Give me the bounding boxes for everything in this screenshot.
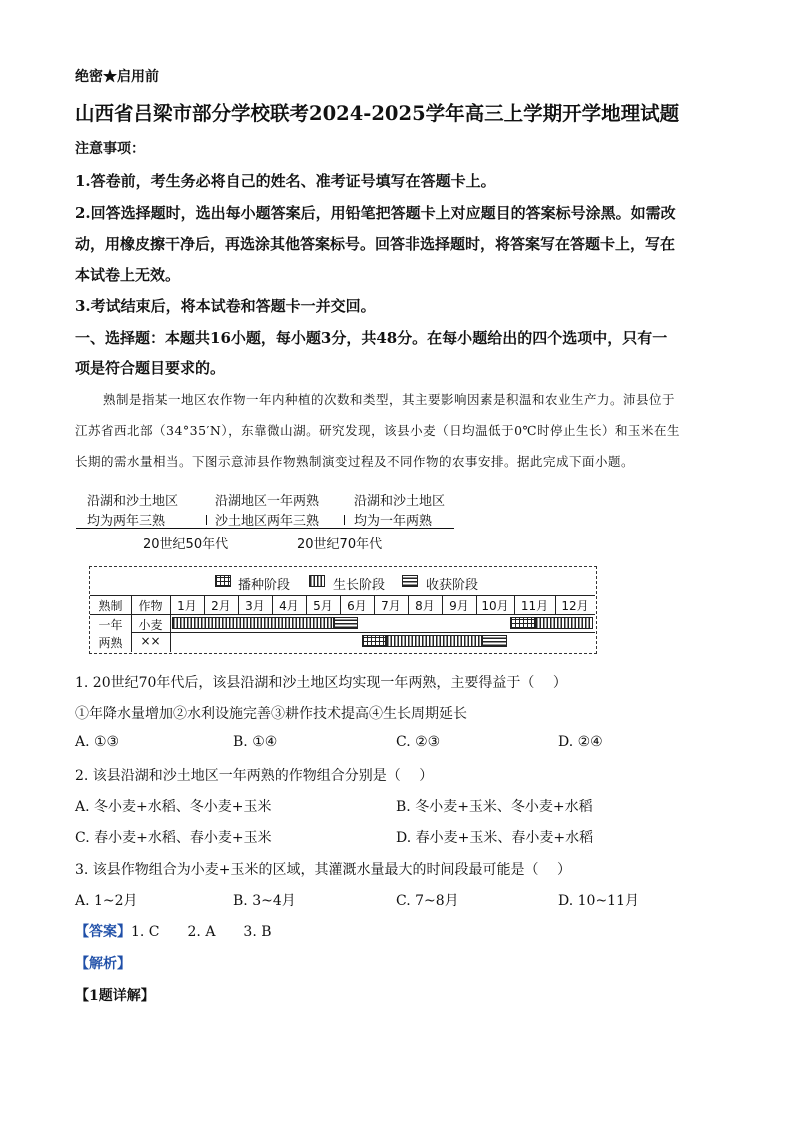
timeline-tick-1970s bbox=[344, 515, 345, 525]
crop2-growing-bar bbox=[386, 635, 482, 647]
month-label: 2月 bbox=[211, 599, 231, 613]
q3-option-b: B. 3~4月 bbox=[233, 893, 296, 909]
month-label: 8月 bbox=[415, 599, 435, 613]
note-1: 1.答卷前，考生务必将自己的姓名、准考证号填写在答题卡上。 bbox=[75, 172, 496, 190]
passage-line-1: 熟制是指某一地区农作物一年内种植的次数和类型，其主要影响因素是积温和农业生产力。沛县位于 bbox=[103, 392, 676, 407]
legend-growing-swatch bbox=[309, 575, 325, 587]
q2-option-c: C. 春小麦+水稻、春小麦+玉米 bbox=[75, 830, 272, 846]
q1-option-b: B. ①④ bbox=[233, 734, 278, 750]
legend-growing: 生长阶段 bbox=[333, 578, 386, 593]
month-label: 1月 bbox=[177, 599, 197, 613]
grid-line bbox=[90, 614, 595, 615]
stage-3-line-1: 沿湖和沙土地区 bbox=[354, 494, 446, 509]
crop-unknown: ×× bbox=[140, 634, 161, 648]
note-2-line-3: 本试卷上无效。 bbox=[75, 266, 181, 284]
q2-option-a: A. 冬小麦+水稻、冬小麦+玉米 bbox=[75, 799, 272, 815]
timeline-axis bbox=[76, 528, 454, 529]
page-title: 山西省吕梁市部分学校联考2024-2025学年高三上学期开学地理试题 bbox=[75, 102, 680, 125]
legend-harvest-swatch bbox=[402, 575, 418, 587]
q1-stem: 1. 20世纪70年代后，该县沿湖和沙土地区均实现一年两熟，主要得益于（ ） bbox=[75, 675, 567, 691]
month-label: 4月 bbox=[279, 599, 299, 613]
q2-option-d: D. 春小麦+玉米、春小麦+水稻 bbox=[396, 830, 594, 846]
note-3: 3.考试结束后，将本试卷和答题卡一并交回。 bbox=[75, 297, 376, 315]
q2-option-b: B. 冬小麦+玉米、冬小麦+水稻 bbox=[396, 799, 593, 815]
q1-items: ①年降水量增加②水利设施完善③耕作技术提高④生长周期延长 bbox=[75, 706, 467, 722]
passage-line-2: 江苏省西北部（34°35′N），东靠微山湖。研究发现，该县小麦（日均温低于0℃时停止生长）和玉米在生 bbox=[75, 423, 681, 438]
q1-option-a: A. ①③ bbox=[75, 734, 120, 750]
analysis-tag: 【解析】 bbox=[75, 956, 131, 972]
q1-option-c: C. ②③ bbox=[396, 734, 441, 750]
note-2-line-2: 动，用橡皮擦干净后，再选涂其他答案标号。回答非选择题时，将答案写在答题卡上，写在 bbox=[75, 235, 676, 253]
grid-line bbox=[131, 632, 595, 633]
notes-heading: 注意事项： bbox=[75, 141, 145, 157]
era-1970s: 20世纪70年代 bbox=[297, 537, 383, 552]
month-label: 12月 bbox=[561, 599, 589, 613]
month-label: 5月 bbox=[313, 599, 333, 613]
section-line-2: 项是符合题目要求的。 bbox=[75, 359, 226, 377]
stage-1-line-2: 均为两年三熟 bbox=[87, 514, 166, 529]
system-one-year: 一年 bbox=[98, 618, 123, 632]
q3-stem: 3. 该县作物组合为小麦+玉米的区域，其灌溉水量最大的时间段最可能是（ ） bbox=[75, 862, 571, 878]
q1-detail-heading: 【1题详解】 bbox=[75, 988, 155, 1004]
month-label: 3月 bbox=[245, 599, 265, 613]
header-crop: 作物 bbox=[138, 599, 163, 613]
month-label: 11月 bbox=[520, 599, 549, 613]
wheat-harvest-bar bbox=[334, 617, 358, 629]
stage-2-line-2: 沙土地区两年三熟 bbox=[215, 514, 320, 529]
q3-option-c: C. 7~8月 bbox=[396, 893, 459, 909]
timeline-tick-1950s bbox=[206, 515, 207, 525]
header-system: 熟制 bbox=[98, 599, 123, 613]
wheat-growing-bar-late bbox=[535, 617, 593, 629]
answer-tag: 【答案】 bbox=[75, 924, 131, 940]
q3-option-a: A. 1~2月 bbox=[75, 893, 138, 909]
wheat-growing-bar bbox=[172, 617, 334, 629]
answer-text: 1. C 2. A 3. B bbox=[131, 924, 272, 940]
note-2-line-1: 2.回答选择题时，选出每小题答案后，用铅笔把答题卡上对应题目的答案标号涂黑。如需改 bbox=[75, 204, 676, 222]
grid-line bbox=[90, 595, 595, 596]
stage-3-line-2: 均为一年两熟 bbox=[354, 514, 433, 529]
month-label: 9月 bbox=[449, 599, 469, 613]
q3-option-d: D. 10~11月 bbox=[558, 893, 639, 909]
month-label: 7月 bbox=[381, 599, 401, 613]
legend-sowing-swatch bbox=[215, 575, 231, 587]
stage-1-line-1: 沿湖和沙土地区 bbox=[87, 494, 179, 509]
era-1950s: 20世纪50年代 bbox=[143, 537, 229, 552]
q2-stem: 2. 该县沿湖和沙土地区一年两熟的作物组合分别是（ ） bbox=[75, 768, 434, 784]
crop2-sowing-bar bbox=[362, 635, 386, 647]
q1-option-d: D. ②④ bbox=[558, 734, 603, 750]
section-line-1: 一、选择题：本题共16小题，每小题3分，共48分。在每小题给出的四个选项中，只有一 bbox=[75, 329, 668, 347]
crop-wheat: 小麦 bbox=[138, 618, 163, 632]
wheat-sowing-bar bbox=[510, 617, 535, 629]
system-two-harvests: 两熟 bbox=[98, 636, 123, 650]
stage-2-line-1: 沿湖地区一年两熟 bbox=[215, 494, 320, 509]
month-label: 6月 bbox=[347, 599, 367, 613]
passage-line-3: 长期的需水量相当。下图示意沛县作物熟制演变过程及不同作物的农事安排。据此完成下面小题。 bbox=[75, 454, 635, 469]
secret-label: 绝密★启用前 bbox=[75, 69, 159, 85]
month-label: 10月 bbox=[481, 599, 509, 613]
legend-sowing: 播种阶段 bbox=[238, 578, 291, 593]
crop2-harvest-bar bbox=[482, 635, 507, 647]
legend-harvest: 收获阶段 bbox=[426, 578, 479, 593]
answer-line bbox=[75, 921, 272, 941]
